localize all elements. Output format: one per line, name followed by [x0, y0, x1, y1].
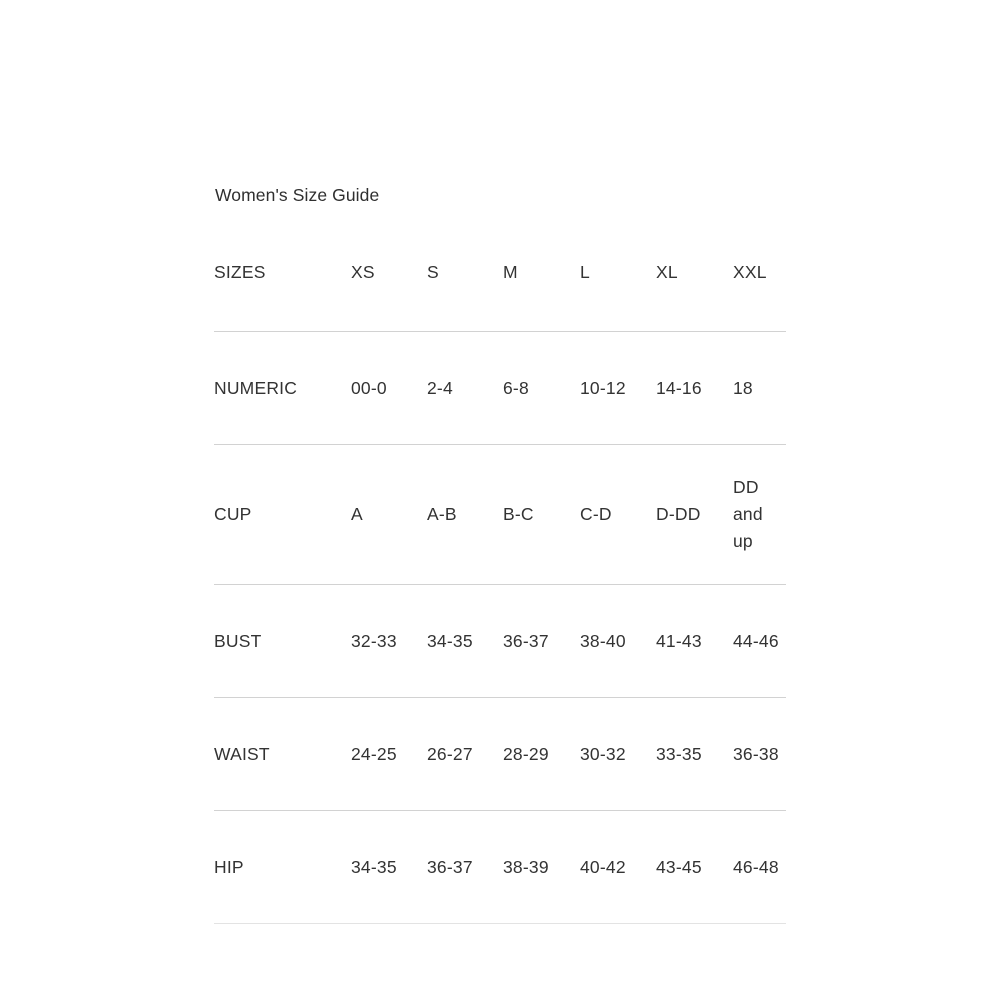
table-row: [214, 811, 786, 924]
column-header-s: S: [427, 254, 503, 332]
table-row: [214, 332, 786, 445]
cell-numeric-m: 6-8: [503, 332, 580, 445]
cell-cup-xs: A: [351, 445, 427, 585]
cell-cup-xl: D-DD: [656, 445, 733, 585]
cell-numeric-xs: 00-0: [351, 332, 427, 445]
cell-waist-s: 26-27: [427, 698, 503, 811]
column-header-xs: XS: [351, 254, 427, 332]
size-guide-table: [214, 254, 786, 924]
table-row: [214, 698, 786, 811]
cell-cup-xxl: DD and up: [733, 445, 786, 585]
cell-numeric-l: 10-12: [580, 332, 656, 445]
column-header-m: M: [503, 254, 580, 332]
size-guide-container: [214, 183, 786, 924]
cell-numeric-xl: 14-16: [656, 332, 733, 445]
table-row: [214, 585, 786, 698]
cell-bust-l: 38-40: [580, 585, 656, 698]
row-label-waist: WAIST: [214, 698, 351, 811]
cell-bust-m: 36-37: [503, 585, 580, 698]
row-label-cup: CUP: [214, 445, 351, 585]
cell-hip-xs: 34-35: [351, 811, 427, 924]
cell-numeric-s: 2-4: [427, 332, 503, 445]
table-header-row: [214, 254, 786, 332]
cell-waist-l: 30-32: [580, 698, 656, 811]
column-header-xxl: XXL: [733, 254, 786, 332]
column-header-l: L: [580, 254, 656, 332]
cell-hip-l: 40-42: [580, 811, 656, 924]
row-label-bust: BUST: [214, 585, 351, 698]
cell-cup-m: B-C: [503, 445, 580, 585]
cell-waist-xxl: 36-38: [733, 698, 786, 811]
cell-numeric-xxl: 18: [733, 332, 786, 445]
row-label-hip: HIP: [214, 811, 351, 924]
row-label-numeric: NUMERIC: [214, 332, 351, 445]
cell-waist-xl: 33-35: [656, 698, 733, 811]
column-header-xl: XL: [656, 254, 733, 332]
cell-hip-m: 38-39: [503, 811, 580, 924]
cell-waist-xs: 24-25: [351, 698, 427, 811]
cell-waist-m: 28-29: [503, 698, 580, 811]
cell-bust-xxl: 44-46: [733, 585, 786, 698]
cell-hip-s: 36-37: [427, 811, 503, 924]
page-title: Women's Size Guide: [215, 185, 380, 205]
cell-cup-s: A-B: [427, 445, 503, 585]
table-row: [214, 445, 786, 585]
cell-bust-xl: 41-43: [656, 585, 733, 698]
cell-cup-l: C-D: [580, 445, 656, 585]
cell-hip-xl: 43-45: [656, 811, 733, 924]
cell-hip-xxl: 46-48: [733, 811, 786, 924]
column-header-sizes: SIZES: [214, 254, 351, 332]
cell-bust-xs: 32-33: [351, 585, 427, 698]
cell-bust-s: 34-35: [427, 585, 503, 698]
